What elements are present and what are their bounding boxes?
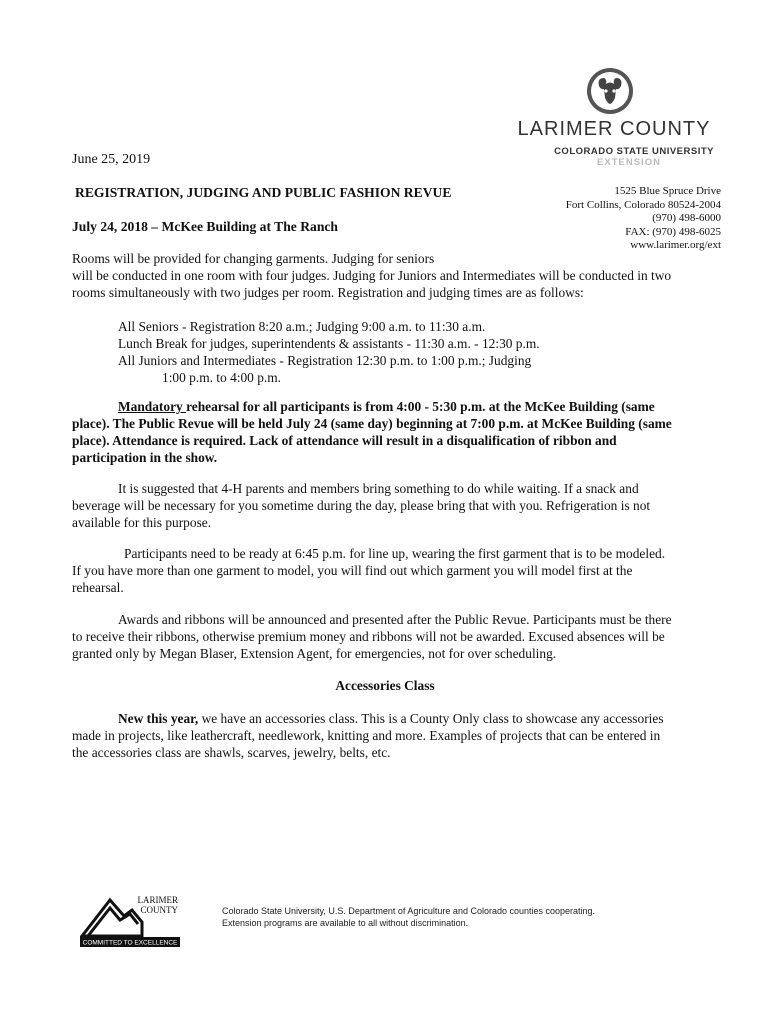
awards-line: granted only by Megan Blaser, Extension Agent, for emergencies, not for over scheduling. (72, 646, 557, 661)
rooms-line: rooms simultaneously with two judges per room. Registration and judging times are as follows: (72, 285, 584, 300)
accessories-line: we have an accessories class. This is a County Only class to showcase any accessories (198, 711, 664, 726)
ready-line: If you have more than one garment to model, you will find out which garment you will model first at the (72, 563, 633, 578)
event-line: July 24, 2018 – McKee Building at The Ranch (72, 219, 338, 234)
suggest-line: beverage will be necessary for you sometime during the day, please bring that with you. Refrigeration is not (72, 498, 651, 513)
csu-ram-logo-icon (585, 66, 635, 116)
ready-line: rehearsal. (72, 580, 124, 595)
rooms-line: will be conducted in one room with four judges. Judging for Juniors and Intermediates will be conducted in two (72, 268, 672, 283)
schedule-list (118, 318, 678, 386)
schedule-juniors-cont: 1:00 p.m. to 4:00 p.m. (162, 370, 282, 385)
letter-title: REGISTRATION, JUDGING AND PUBLIC FASHION REVUE (75, 185, 452, 200)
larimer-county-logo-icon (80, 892, 180, 948)
address-street: 1525 Blue Spruce Drive (614, 185, 721, 197)
address-web: www.larimer.org/ext (630, 239, 721, 251)
county-name: LARIMER COUNTY (517, 118, 711, 140)
accessories-line: the accessories class are shawls, scarves, jewelry, belts, etc. (72, 745, 391, 760)
footer-line: Colorado State University, U.S. Department of Agriculture and Colorado counties cooperating. (222, 906, 596, 916)
address-fax: FAX: (970) 498-6025 (625, 225, 721, 238)
footer-text (222, 905, 595, 929)
ready-line: Participants need to be ready at 6:45 p.m. for line up, wearing the first garment that is to be modeled. (124, 546, 666, 561)
letter-date: June 25, 2019 (72, 152, 151, 167)
address-block (566, 185, 721, 253)
mandatory-line: place). The Public Revue will be held July 24 (same day) beginning at 7:00 p.m. at McKee Building (same (72, 416, 672, 431)
schedule-juniors: All Juniors and Intermediates - Registration 12:30 p.m. to 1:00 p.m.; Judging (118, 353, 532, 368)
accessories-line: made in projects, like leathercraft, needlework, knitting and more. Examples of projects that can be entered in (72, 728, 661, 743)
mandatory-line: participation in the show. (72, 450, 218, 465)
suggest-paragraph (72, 480, 702, 531)
awards-line: Awards and ribbons will be announced and presented after the Public Revue. Participants must be there (118, 612, 672, 627)
extension-label: EXTENSION (597, 157, 661, 168)
footer-logo-top: LARIMER (137, 895, 178, 905)
address-city: Fort Collins, Colorado 80524-2004 (565, 198, 721, 211)
mandatory-line: rehearsal for all participants is from 4:00 - 5:30 p.m. at the McKee Building (same (186, 399, 655, 414)
awards-paragraph (72, 611, 702, 662)
footer-line: Extension programs are available to all without discrimination. (222, 918, 469, 928)
schedule-seniors: All Seniors - Registration 8:20 a.m.; Judging 9:00 a.m. to 11:30 a.m. (118, 319, 486, 334)
suggest-line: available for this purpose. (72, 515, 212, 530)
suggest-line: It is suggested that 4-H parents and members bring something to do while waiting. If a snack and (118, 481, 639, 496)
accessories-heading: Accessories Class (335, 678, 435, 693)
footer-logo-banner: COMMITTED TO EXCELLENCE (82, 939, 178, 947)
mandatory-paragraph (72, 398, 702, 466)
rooms-line: Rooms will be provided for changing garments. Judging for seniors (72, 251, 435, 266)
footer-logo-bottom: COUNTY (140, 905, 178, 915)
ready-paragraph (72, 545, 702, 596)
address-phone: (970) 498-6000 (652, 212, 721, 224)
accessories-paragraph (72, 710, 702, 761)
rooms-paragraph (72, 250, 702, 301)
mandatory-word: Mandatory (118, 399, 187, 414)
university-name: COLORADO STATE UNIVERSITY (554, 146, 714, 157)
mandatory-line: place). Attendance is required. Lack of attendance will result in a disqualification of ribbon and (72, 433, 617, 448)
schedule-lunch: Lunch Break for judges, superintendents & assistants - 11:30 a.m. - 12:30 p.m. (118, 336, 540, 351)
new-this-year: New this year, (118, 711, 199, 726)
awards-line: to receive their ribbons, otherwise premium money and ribbons will not be awarded. Excused absences will be (72, 629, 665, 644)
